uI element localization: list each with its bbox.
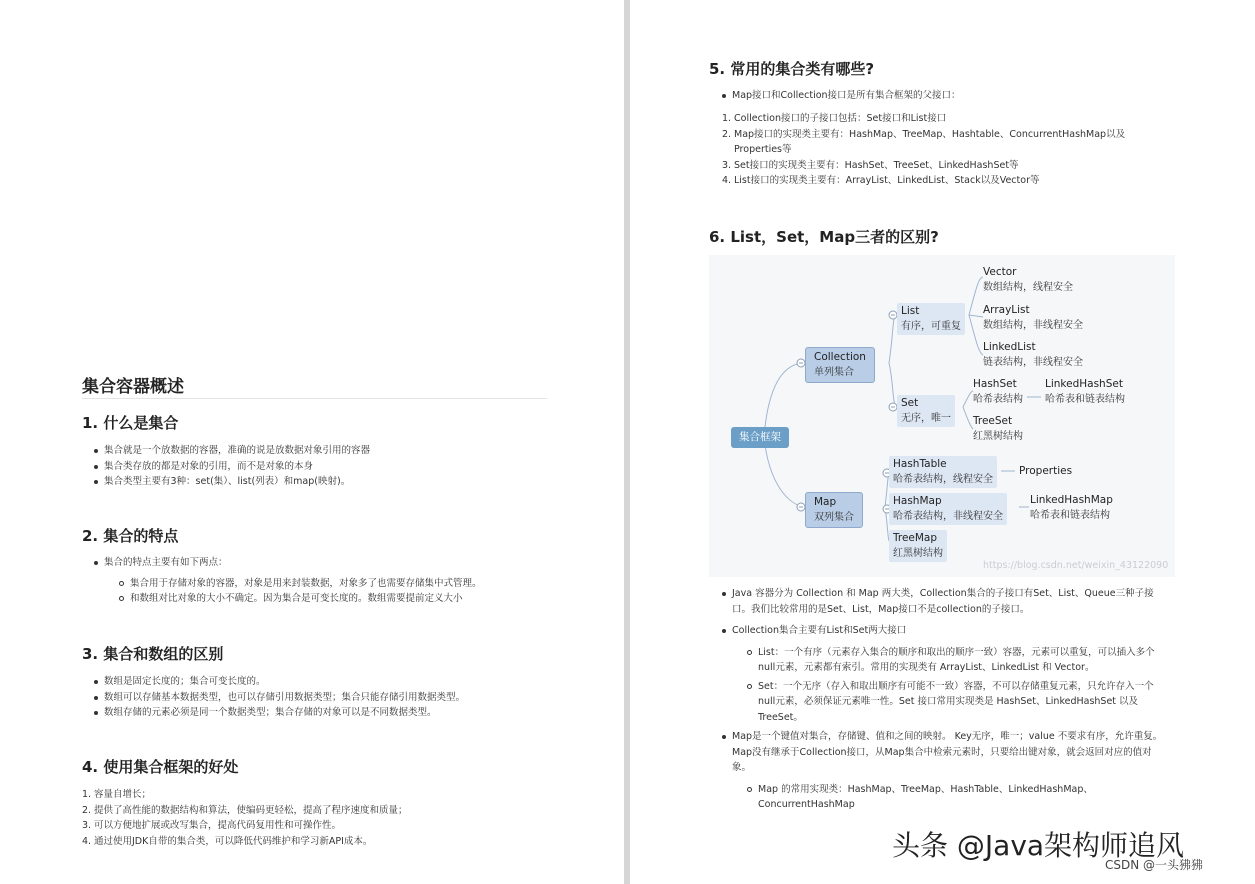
list-item: 4. 通过使用JDK自带的集合类，可以降低代码维护和学习新API成本。 [82,835,373,847]
sub-list-item: 和数组对比对象的大小不确定。因为集合是可变长度的。数组需要提前定义大小 [118,591,562,607]
section-1-heading: 1. 什么是集合 [82,414,179,432]
mindmap-node-list: List 有序，可重复 [897,303,965,335]
sub-list-item: 集合用于存储对象的容器，对象是用来封装数据，对象多了也需要存储集中式管理。 [118,576,562,592]
list-item: 2. 提供了高性能的数据结构和算法，使编码更轻松，提高了程序速度和质量； [82,804,408,816]
mindmap-node-treemap: TreeMap 红黑树结构 [889,530,947,562]
mindmap-node-linkedlist: LinkedList 链表结构，非线程安全 [983,341,1083,368]
list-item-text: 集合的特点主要有如下两点： [104,557,228,568]
document-title: 集合容器概述 [82,377,184,397]
list-item: 1. 容量自增长； [82,789,152,800]
section-4-list [82,787,552,849]
mindmap-node-linkedhashmap: LinkedHashMap 哈希表和链表结构 [1030,494,1113,521]
left-page [0,0,624,884]
list-item: 集合类存放的都是对象的引用，而不是对象的本身 [92,459,562,475]
list-item: 集合就是一个放数据的容器，准确的说是放数据对象引用的容器 [92,443,562,459]
section-1-list [92,443,562,490]
mindmap-node-vector: Vector 数组结构，线程安全 [983,266,1073,293]
list-item: 3. Set接口的实现类主要有：HashSet、TreeSet、LinkedHashSet等 [722,159,1019,171]
list-item [720,623,1170,725]
section-6-sublist [746,645,1170,726]
section-2-sublist [118,576,562,607]
toutiao-watermark: 头条 @Java架构师追风 [892,829,1185,862]
map-sublist [746,782,1170,813]
list-item: 数组存储的元素必须是同一个数据类型；集合存储的对象可以是不同数据类型。 [92,705,562,721]
section-3-list [92,674,562,721]
list-item-text: Collection集合主要有List和Set两大接口 [732,625,907,636]
mindmap-watermark: https://blog.csdn.net/weixin_43122090 [983,560,1169,571]
list-item: 数组可以存储基本数据类型，也可以存储引用数据类型；集合只能存储引用数据类型。 [92,690,562,706]
section-5-heading: 5. 常用的集合类有哪些? [709,60,875,78]
mindmap-node-properties: Properties [1019,465,1073,477]
section-4-heading: 4. 使用集合框架的好处 [82,758,239,776]
section-2-heading: 2. 集合的特点 [82,527,179,545]
list-item: 数组是固定长度的；集合可变长度的。 [92,674,562,690]
mindmap-node-hashset: HashSet 哈希表结构 [973,378,1023,405]
list-item: 1. Collection接口的子接口包括：Set接口和List接口 [722,113,947,124]
section-6-heading: 6. List，Set，Map三者的区别? [709,228,939,246]
section-5-list [722,111,1152,189]
list-item-text: Map是一个键值对集合，存储键、值和之间的映射。 Key无序，唯一；value 不要求有序，允许重复。Map没有继承于Collection接口，从Map集合中检索元素时，只要给出键对象，就会返回对应的值对象。 [732,731,1163,773]
list-item: Map接口和Collection接口是所有集合框架的父接口： [720,88,1160,104]
mindmap-node-hashtable: HashTable 哈希表结构，线程安全 [889,456,997,488]
mindmap-node-map: Map 双列集合 [805,492,863,528]
collection-mindmap [709,255,1175,577]
list-item [92,555,562,607]
title-divider [82,398,547,399]
section-3-heading: 3. 集合和数组的区别 [82,645,224,663]
mindmap-node-collection: Collection 单列集合 [805,347,875,383]
sub-list-item: List：一个有序（元素存入集合的顺序和取出的顺序一致）容器，元素可以重复，可以插入多个null元素，元素都有索引。常用的实现类有 ArrayList、LinkedList 和 Vector。 [746,645,1170,676]
mindmap-node-set: Set 无序，唯一 [897,395,955,427]
mindmap-node-arraylist: ArrayList 数组结构，非线程安全 [983,304,1083,331]
csdn-watermark: CSDN @一头狒狒 [1105,858,1204,872]
list-item: 3. 可以方便地扩展或改写集合，提高代码复用性和可操作性。 [82,820,342,831]
list-item: Java 容器分为 Collection 和 Map 两大类，Collection集合的子接口有Set、List、Queue三种子接口。我们比较常用的是Set、List，Map接口不是collection的子接口。 [720,586,1170,617]
section-6-list [720,586,1170,813]
section-2-list [92,555,562,607]
list-item: 4. List接口的实现类主要有：ArrayList、LinkedList、Stack以及Vector等 [722,175,1040,186]
list-item: 集合类型主要有3种：set(集）、list(列表）和map(映射)。 [92,474,562,490]
list-item [720,729,1170,813]
mindmap-node-linkedhashset: LinkedHashSet 哈希表和链表结构 [1045,378,1125,405]
mindmap-node-hashmap: HashMap 哈希表结构，非线程安全 [889,493,1007,525]
mindmap-node-treeset: TreeSet 红黑树结构 [973,415,1023,442]
sub-list-item: Map 的常用实现类：HashMap、TreeMap、HashTable、LinkedHashMap、ConcurrentHashMap [746,782,1170,813]
section-5-bullet [720,88,1160,104]
sub-list-item: Set：一个无序（存入和取出顺序有可能不一致）容器，不可以存储重复元素，只允许存入一个null元素，必须保证元素唯一性。Set 接口常用实现类是 HashSet、LinkedHashSet 以及 TreeSet。 [746,679,1170,726]
mindmap-root: 集合框架 [731,427,789,448]
list-item: 2. Map接口的实现类主要有：HashMap、TreeMap、Hashtable、ConcurrentHashMap以及Properties等 [722,128,1126,155]
